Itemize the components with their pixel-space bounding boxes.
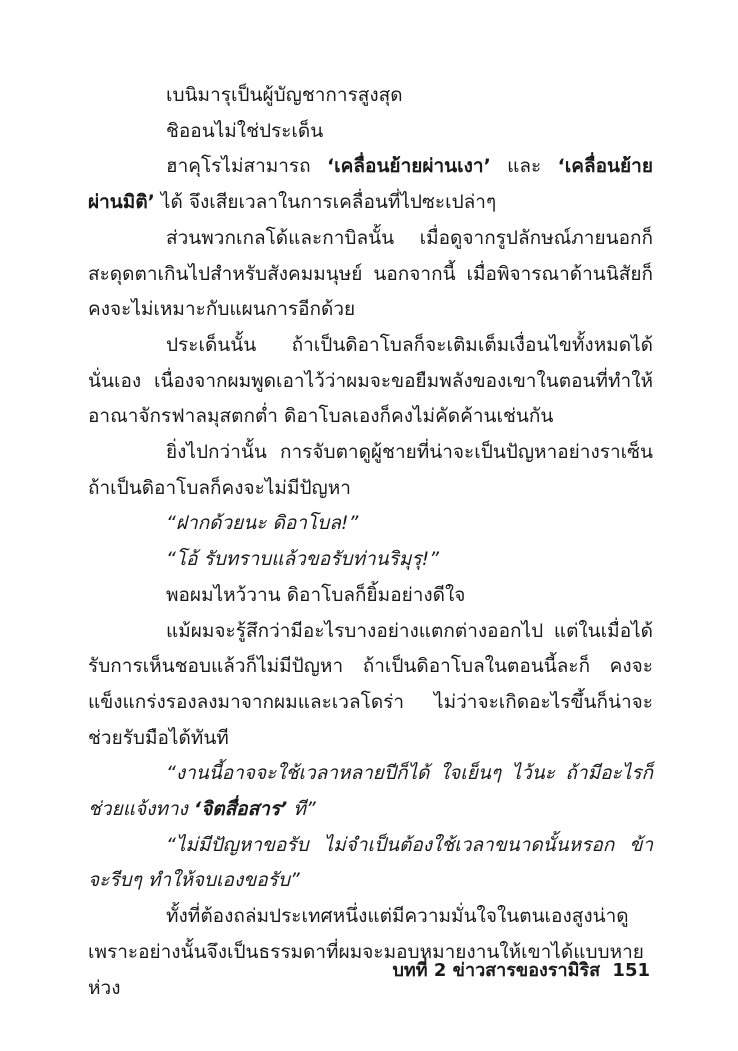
text-segment: แม้ผมจะรู้สึกว่ามีอะไรบางอย่างแตกต่างออกไป แต่ในเมื่อได้รับการเห็นชอบแล้วก็ไม่มีปัญหา ถ้าเป็นดิอาโบลในตอนนี้ละก็ คงจะแข็งแกร่งรองลงมาจากผมและเวลโดร่า ไม่ว่าจะเกิดอะไรขึ้นก็น่าจะช่วยรับมือได้ทันที: [88, 619, 653, 749]
paragraph: [88, 578, 653, 614]
dialogue-paragraph: [88, 506, 653, 542]
text-segment: “งานนี้อาจจะใช้เวลาหลายปีก็ได้ ใจเย็นๆ ไว้นะ ถ้ามีอะไรก็ช่วยแจ้งทาง: [88, 762, 653, 821]
page-number: 151: [612, 960, 650, 981]
paragraph: [88, 221, 653, 328]
text-segment: “ไม่มีปัญหาขอรับ ไม่จำเป็นต้องใช้เวลาขนาดนั้นหรอก ข้าจะรีบๆ ทำให้จบเองขอรับ”: [88, 833, 653, 892]
text-segment: ส่วนพวกเกลโด้และกาบิลนั้น เมื่อดูจากรูปลักษณ์ภายนอกก็สะดุดตาเกินไปสำหรับสังคมมนุษย์ นอกจากนี้ เมื่อพิจารณาด้านนิสัยก็คงจะไม่เหมาะกับแผนการอีกด้วย: [88, 226, 653, 321]
page-footer: [386, 955, 650, 984]
paragraph: [88, 149, 653, 220]
paragraph: [88, 114, 653, 150]
paragraph: [88, 899, 653, 1006]
text-segment: ประเด็นนั้น ถ้าเป็นดิอาโบลก็จะเติมเต็มเงื่อนไขทั้งหมดได้นั่นเอง เนื่องจากผมพูดเอาไว้ว่าผมจะขอยืมพลังของเขาในตอนที่ทำให้อาณาจักรฟาลมุสตกต่ำ ดิอาโบลเองก็คงไม่คัดค้านเช่นกัน: [88, 333, 653, 428]
text-segment: ได้ จึงเสียเวลาในการเคลื่อนที่ไปซะเปล่าๆ: [154, 191, 497, 214]
text-segment: “โอ้ รับทราบแล้วขอรับท่านริมุรุ!”: [166, 548, 440, 571]
dialogue-paragraph: [88, 756, 653, 827]
paragraph: [88, 614, 653, 757]
emphasis-term: ‘จิตสื่อสาร’: [193, 798, 288, 821]
text-segment: และ: [490, 155, 558, 178]
text-segment: ที”: [287, 798, 316, 821]
paragraph: [88, 328, 653, 435]
text-segment: ทั้งที่ต้องถล่มประเทศหนึ่งแต่มีความมั่นใจในตนเองสูงน่าดู เพราะอย่างนั้นจึงเป็นธรรมดาที่ผมจะมอบหมายงานให้เขาได้แบบหายห่วง: [88, 905, 644, 999]
text-segment: ฮาคุโรไม่สามารถ: [166, 155, 327, 178]
chapter-title: บทที่ 2 ข่าวสารของรามิริส: [392, 960, 601, 981]
page-body: [88, 78, 653, 1006]
paragraph: [88, 435, 653, 506]
text-segment: เบนิมารุเป็นผู้บัญชาการสูงสุด: [166, 84, 403, 106]
paragraph: [88, 78, 653, 114]
text-segment: “ฝากด้วยนะ ดิอาโบล!”: [166, 512, 359, 535]
emphasis-term: ‘เคลื่อนย้ายผ่านเงา’: [326, 155, 491, 178]
text-segment: ชิออนไม่ใช่ประเด็น: [166, 119, 324, 142]
dialogue-paragraph: [88, 542, 653, 578]
text-segment: ยิ่งไปกว่านั้น การจับตาดูผู้ชายที่น่าจะเป็นปัญหาอย่างราเซ็นถ้าเป็นดิอาโบลก็คงจะไม่มีปัญหา: [88, 441, 653, 499]
dialogue-paragraph: [88, 828, 653, 899]
emphasis-term: ‘เคลื่อนย้ายผ่านมิติ’: [88, 155, 653, 214]
text-segment: พอผมไหว้วาน ดิอาโบลก็ยิ้มอย่างดีใจ: [166, 583, 466, 606]
